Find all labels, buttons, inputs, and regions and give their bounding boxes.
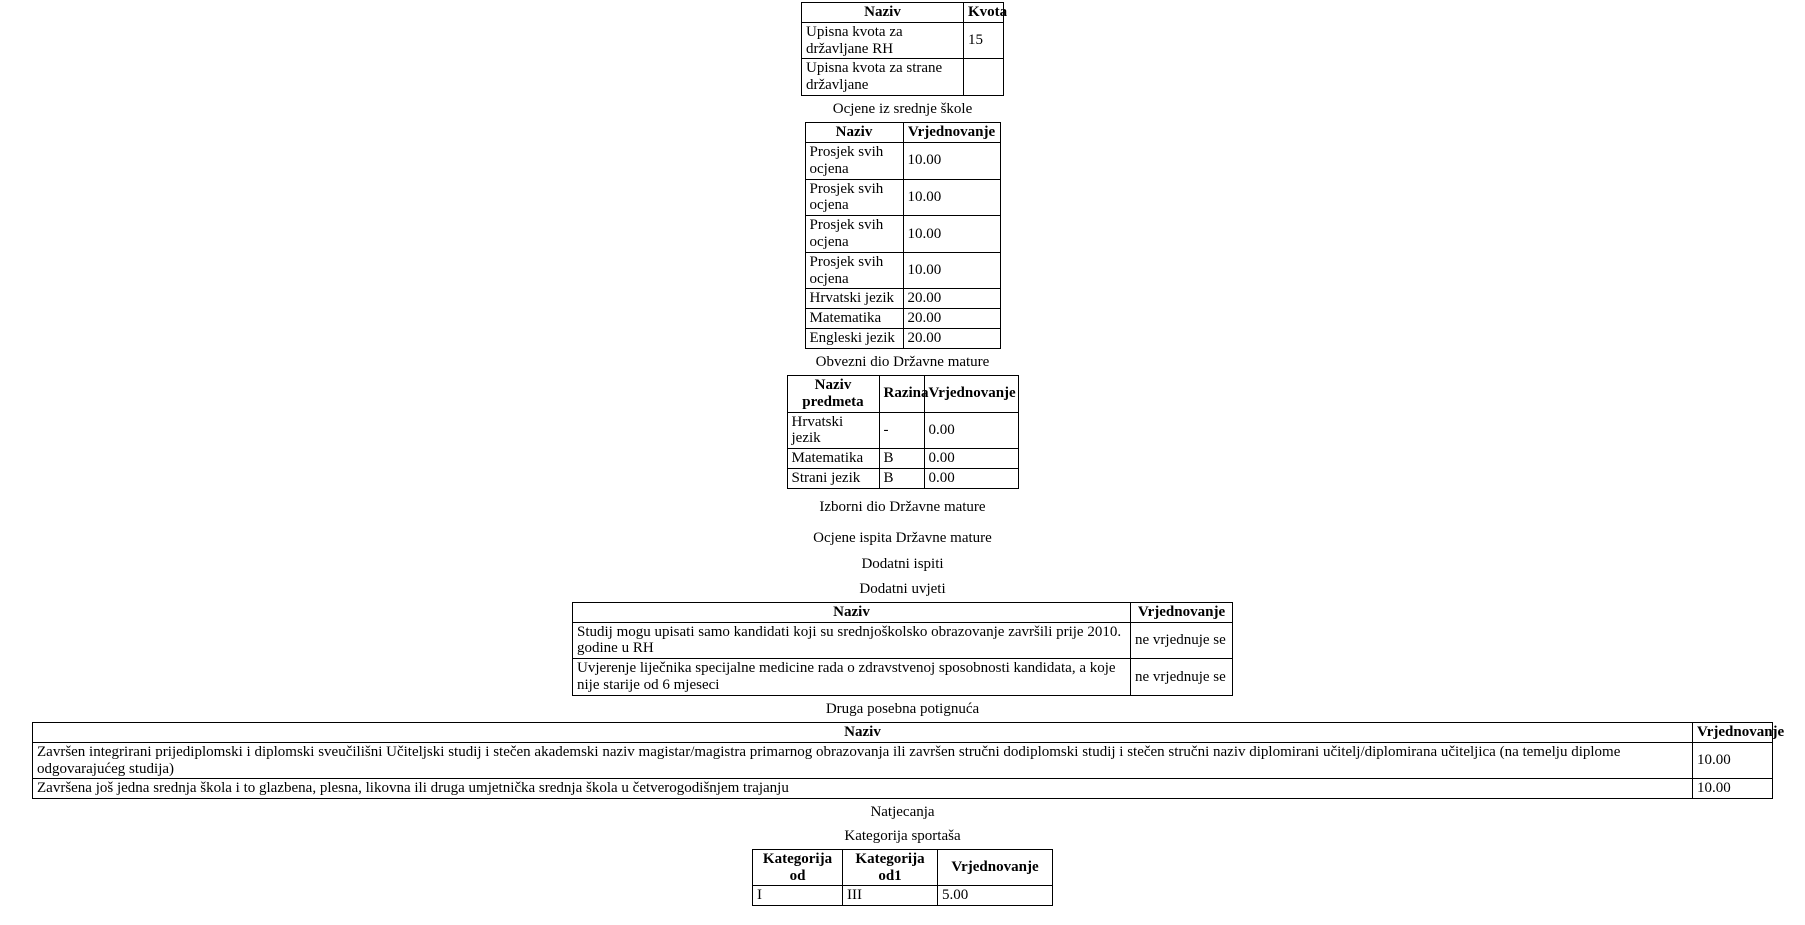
table-header-row	[753, 849, 1053, 886]
section-label-dodatni-ispiti: Dodatni ispiti	[861, 556, 944, 573]
cell-vrjednovanje: 10.00	[1693, 742, 1773, 779]
special-achievements-table	[32, 722, 1785, 799]
cell-naziv: Upisna kvota za državljane RH	[802, 22, 964, 59]
table-row	[33, 742, 1773, 779]
cell-naziv: Studij mogu upisati samo kandidati koji su srednjoškolsko obrazovanje završili prije 2010. godine u RH	[573, 622, 1131, 659]
cell-kvota	[964, 59, 1004, 96]
table-header-row	[802, 3, 1004, 23]
cell-naziv-predmeta: Matematika	[787, 449, 879, 469]
table-row	[802, 59, 1004, 96]
mandatory-matura-table	[787, 375, 1019, 489]
cell-naziv: Uvjerenje liječnika specijalne medicine rada o zdravstvenoj sposobnosti kandidata, a koje nije starije od 6 mjeseci	[573, 659, 1131, 696]
table-row	[787, 449, 1018, 469]
cell-naziv-predmeta: Strani jezik	[787, 469, 879, 489]
cell-naziv: Matematika	[805, 309, 903, 329]
section-label-ocjene-ispita-drzavne-mature: Ocjene ispita Državne mature	[813, 530, 992, 547]
cell-naziv: Engleski jezik	[805, 329, 903, 349]
cell-razina: B	[879, 449, 924, 469]
cell-vrjednovanje: 20.00	[903, 289, 1000, 309]
cell-naziv: Upisna kvota za strane državljane	[802, 59, 964, 96]
column-header-kategorija-od1: Kategorija od1	[843, 849, 938, 886]
column-header-vrjednovanje: Vrjednovanje	[938, 849, 1053, 886]
cell-vrjednovanje: 10.00	[903, 252, 1000, 289]
table-row	[33, 779, 1773, 799]
section-label-druga-posebna-potignuca: Druga posebna potignuća	[825, 700, 980, 717]
enrollment-quota-table	[801, 2, 1008, 96]
section-label-kategorija-sportasa: Kategorija sportaša	[844, 827, 961, 844]
athlete-category-table	[752, 849, 1053, 906]
cell-naziv: Prosjek svih ocjena	[805, 143, 903, 180]
cell-vrjednovanje: 10.00	[903, 179, 1000, 216]
cell-naziv: Završena još jedna srednja škola i to glazbena, plesna, likovna ili druga umjetnička srednja škola u četverogodišnjem trajanju	[33, 779, 1693, 799]
cell-vrjednovanje: 10.00	[903, 216, 1000, 253]
cell-kategorija-od1: III	[843, 886, 938, 906]
section-label-izborni-dio-drzavne-mature: Izborni dio Državne mature	[819, 498, 986, 515]
column-header-vrjednovanje: Vrjednovanje	[1131, 602, 1233, 622]
cell-vrjednovanje: 20.00	[903, 309, 1000, 329]
table-header-row	[33, 723, 1773, 743]
cell-vrjednovanje: 5.00	[938, 886, 1053, 906]
column-header-naziv: Naziv	[573, 602, 1131, 622]
cell-vrjednovanje: 10.00	[1693, 779, 1773, 799]
cell-kvota: 15	[964, 22, 1004, 59]
cell-vrjednovanje: ne vrjednuje se	[1131, 659, 1233, 696]
table-row	[573, 659, 1233, 696]
cell-kategorija-od: I	[753, 886, 843, 906]
cell-vrjednovanje: 10.00	[903, 143, 1000, 180]
high-school-grades-table	[805, 122, 1001, 349]
column-header-kategorija-od: Kategorija od	[753, 849, 843, 886]
additional-requirements-table	[572, 602, 1233, 696]
cell-vrjednovanje: ne vrjednuje se	[1131, 622, 1233, 659]
section-label-dodatni-uvjeti: Dodatni uvjeti	[859, 580, 946, 597]
cell-naziv-predmeta: Hrvatski jezik	[787, 412, 879, 449]
column-header-razina: Razina	[879, 376, 924, 413]
column-header-vrjednovanje: Vrjednovanje	[1693, 723, 1773, 743]
cell-vrjednovanje: 0.00	[924, 412, 1018, 449]
table-row	[805, 216, 1000, 253]
cell-vrjednovanje: 20.00	[903, 329, 1000, 349]
column-header-naziv: Naziv	[33, 723, 1693, 743]
cell-naziv: Hrvatski jezik	[805, 289, 903, 309]
table-row	[805, 143, 1000, 180]
table-row	[805, 289, 1000, 309]
column-header-naziv: Naziv	[805, 123, 903, 143]
table-header-row	[787, 376, 1018, 413]
table-row	[787, 412, 1018, 449]
table-row	[787, 469, 1018, 489]
table-row	[805, 309, 1000, 329]
section-label-ocjene-srednje-skole: Ocjene iz srednje škole	[832, 100, 973, 117]
table-row	[805, 252, 1000, 289]
cell-razina: B	[879, 469, 924, 489]
column-header-naziv: Naziv	[802, 3, 964, 23]
section-label-obvezni-dio-drzavne-mature: Obvezni dio Državne mature	[815, 353, 990, 370]
cell-naziv: Prosjek svih ocjena	[805, 252, 903, 289]
column-header-kvota: Kvota	[964, 3, 1004, 23]
table-row	[753, 886, 1053, 906]
cell-vrjednovanje: 0.00	[924, 449, 1018, 469]
cell-naziv: Prosjek svih ocjena	[805, 179, 903, 216]
table-row	[573, 622, 1233, 659]
table-header-row	[805, 123, 1000, 143]
table-row	[805, 179, 1000, 216]
cell-naziv: Prosjek svih ocjena	[805, 216, 903, 253]
table-row	[805, 329, 1000, 349]
column-header-naziv-predmeta: Naziv predmeta	[787, 376, 879, 413]
section-label-natjecanja: Natjecanja	[870, 804, 935, 821]
table-header-row	[573, 602, 1233, 622]
cell-razina: -	[879, 412, 924, 449]
cell-vrjednovanje: 0.00	[924, 469, 1018, 489]
table-row	[802, 22, 1004, 59]
cell-naziv: Završen integrirani prijediplomski i diplomski sveučilišni Učiteljski studij i stečen akademski naziv magistar/magistra primarnog obrazovanja ili završen stručni dodiplomski studij i stečen stručni naziv diplomirani učitelj/diplomirana učiteljica (na temelju diplome odgovarajućeg studija)	[33, 742, 1693, 779]
column-header-vrjednovanje: Vrjednovanje	[903, 123, 1000, 143]
column-header-vrjednovanje: Vrjednovanje	[924, 376, 1018, 413]
